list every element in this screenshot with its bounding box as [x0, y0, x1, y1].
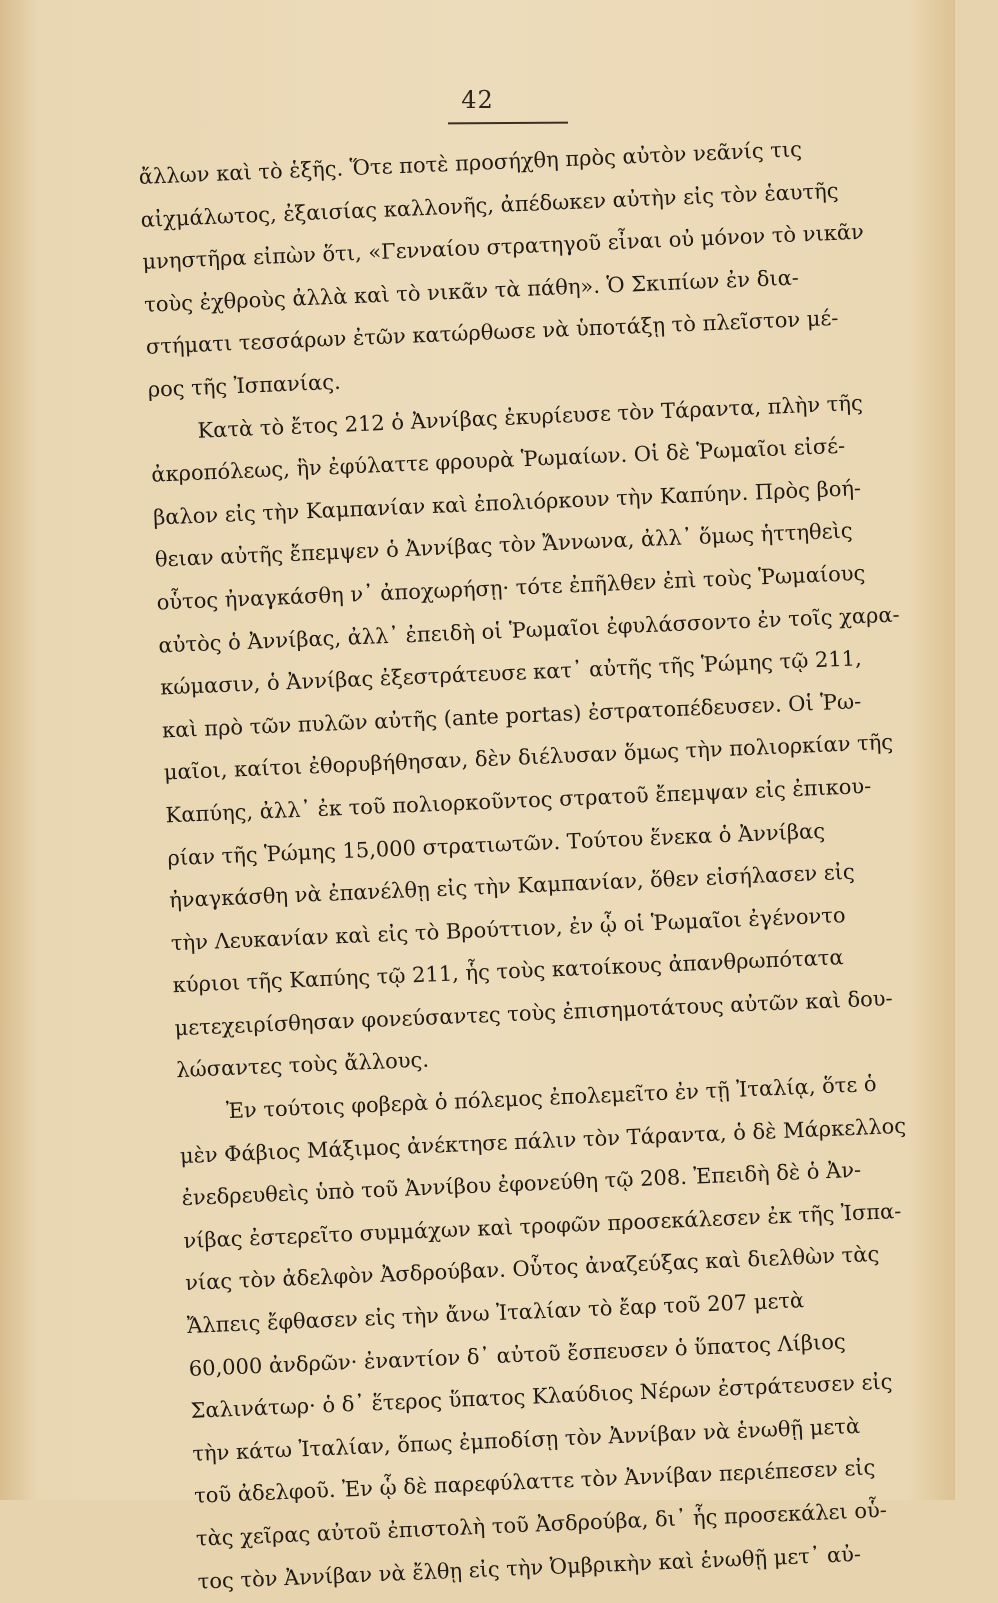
body-text: [138, 122, 998, 1602]
text-line: κώμασιν, ὁ Ἀννίβας ἐξεστράτευσε κατ᾽ αὐτῆς τῆς Ῥώμης τῷ 211,: [159, 646, 863, 700]
page-number: 42: [461, 86, 494, 114]
text-line: Ἄλπεις ἔφθασεν εἰς τὴν ἄνω Ἰταλίαν τὸ ἔαρ τοῦ 207 μετὰ: [186, 1288, 805, 1338]
text-line: τὰς χεῖρας αὐτοῦ ἐπιστολὴ τοῦ Ἀσδρούβα, δι᾽ ἧς προσεκάλει οὗ-: [195, 1497, 888, 1551]
text-line: βαλον εἰς τὴν Καμπανίαν καὶ ἐπολιόρκουν τὴν Καπύην. Πρὸς βοή-: [152, 475, 862, 530]
text-line: μαῖοι, καίτοι ἐθορυβήθησαν, δὲν διέλυσαν ὅμως τὴν πολιορκίαν τῆς: [163, 730, 894, 785]
text-line: μνηστῆρα εἰπὼν ὅτι, «Γενναίου στρατηγοῦ εἶναι οὐ μόνον τὸ νικᾶν: [141, 219, 865, 275]
page-number-rule: [448, 122, 568, 125]
text-line: τοὺς ἐχθροὺς ἀλλὰ καὶ τὸ νικᾶν τὰ πάθη». Ὁ Σκιπίων ἐν δια-: [143, 265, 800, 317]
text-line: αἰχμάλωτος, ἐξαισίας καλλονῆς, ἀπέδωκεν αὐτὴν εἰς τὸν ἑαυτῆς: [140, 178, 839, 232]
text-line: Καπύης, ἀλλ᾽ ἐκ τοῦ πολιορκοῦντος στρατοῦ ἔπεμψαν εἰς ἐπικου-: [165, 773, 872, 828]
text-line: Σαλινάτωρ· ὁ δ᾽ ἕτερος ὕπατος Κλαύδιος Νέρων ἐστράτευσεν εἰς: [190, 1369, 893, 1424]
text-line: Κατὰ τὸ ἔτος 212 ὁ Ἀννίβας ἐκυρίευσε τὸν Τάραντα, πλὴν τῆς: [197, 390, 864, 443]
text-line: νίας τὸν ἀδελφὸν Ἀσδρούβαν. Οὗτος ἀναζεύξας καὶ διελθὼν τὰς: [184, 1242, 880, 1296]
text-line: μὲν Φάβιος Μάξιμος ἀνέκτησε πάλιν τὸν Τάραντα, ὁ δὲ Μάρκελλος: [179, 1113, 907, 1168]
text-line: τος τὸν Ἀννίβαν νὰ ἔλθῃ εἰς τὴν Ὀμβρικὴν καὶ ἑνωθῇ μετ᾽ αὐ-: [197, 1541, 862, 1594]
text-line: 60,000 ἀνδρῶν· ἐναντίον δ᾽ αὐτοῦ ἔσπευσεν ὁ ὕπατος Λίβιος: [188, 1329, 847, 1381]
text-line: ρίαν τῆς Ῥώμης 15,000 στρατιωτῶν. Τούτου ἕνεκα ὁ Ἀννίβας: [166, 818, 826, 870]
text-line: τοῦ ἀδελφοῦ. Ἐν ᾧ δὲ παρεφύλαττε τὸν Ἀννίβαν περιέπεσεν εἰς: [193, 1455, 876, 1509]
text-line: ἐνεδρευθεὶς ὑπὸ τοῦ Ἀννίβου ἐφονεύθη τῷ 208. Ἐπειδὴ δὲ ὁ Ἀν-: [181, 1157, 862, 1211]
text-line: ἀκροπόλεως, ἣν ἐφύλαττε φρουρὰ Ῥωμαίων. Οἱ δὲ Ῥωμαῖοι εἰσέ-: [150, 433, 846, 487]
text-line: Ἐν τούτοις φοβερὰ ὁ πόλεμος ἐπολεμεῖτο ἐν τῇ Ἰταλίᾳ, ὅτε ὁ: [225, 1071, 878, 1124]
text-line: καὶ πρὸ τῶν πυλῶν αὐτῆς (ante portas) ἐστρατοπέδευσεν. Οἱ Ῥω-: [161, 688, 862, 743]
text-line: οὗτος ἠναγκάσθη ν᾽ ἀποχωρήσῃ· τότε ἐπῆλθεν ἐπὶ τοὺς Ῥωμαίους: [156, 560, 866, 615]
text-line: ἠναγκάσθη νὰ ἐπανέλθῃ εἰς τὴν Καμπανίαν, ὅθεν εἰσήλασεν εἰς: [168, 859, 856, 913]
text-line: νίβας ἐστερεῖτο συμμάχων καὶ τροφῶν προσεκάλεσεν ἐκ τῆς Ἰσπα-: [182, 1198, 902, 1253]
text-line: τὴν κάτω Ἰταλίαν, ὅπως ἐμποδίσῃ τὸν Ἀννίβαν νὰ ἑνωθῇ μετὰ: [191, 1413, 861, 1466]
text-line: αὐτὸς ὁ Ἀννίβας, ἀλλ᾽ ἐπειδὴ οἱ Ῥωμαῖοι ἐφυλάσσοντο ἐν τοῖς χαρα-: [157, 602, 901, 658]
text-line: κύριοι τῆς Καπύης τῷ 211, ἧς τοὺς κατοίκους ἀπανθρωπότατα: [172, 945, 844, 998]
text-line: στήματι τεσσάρων ἐτῶν κατώρθωσε νὰ ὑποτάξῃ τὸ πλεῖστον μέ-: [145, 306, 839, 360]
text-line: λώσαντες τοὺς ἄλλους.: [175, 1048, 430, 1083]
text-line: θειαν αὐτῆς ἔπεμψεν ὁ Ἀννίβας τὸν Ἄννωνα, ἀλλ᾽ ὅμως ἡττηθεὶς: [154, 518, 853, 572]
text-line: ἄλλων καὶ τὸ ἑξῆς. Ὅτε ποτὲ προσήχθη πρὸς αὐτὸν νεᾶνίς τις: [138, 137, 803, 189]
text-line: τὴν Λευκανίαν καὶ εἰς τὸ Βρούττιον, ἐν ᾧ οἱ Ῥωμαῖοι ἐγένοντο: [170, 902, 846, 955]
text-line: μετεχειρίσθησαν φονεύσαντες τοὺς ἐπισημοτάτους αὐτῶν καὶ δου-: [174, 986, 894, 1041]
text-line: ρος τῆς Ἰσπανίας.: [147, 369, 342, 402]
